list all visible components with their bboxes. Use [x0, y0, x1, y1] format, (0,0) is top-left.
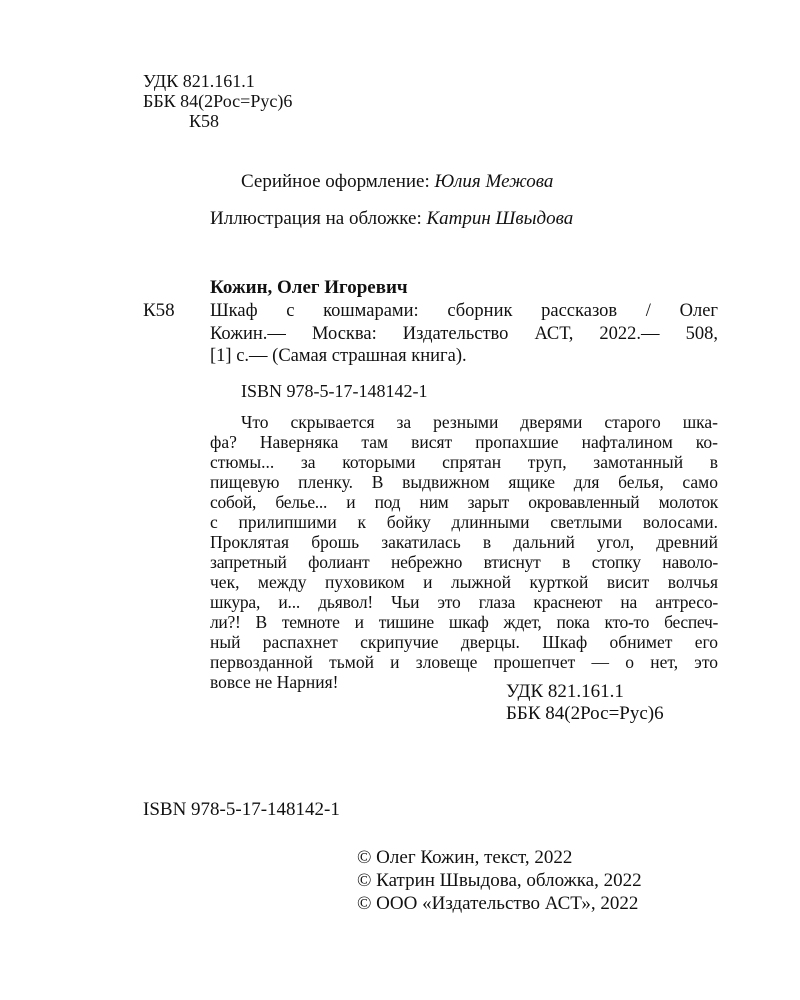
annotation	[210, 412, 718, 692]
annotation-line: фа? Наверняка там висят пропахшие нафталином ко-	[210, 432, 718, 452]
footer-bbk-code: ББК 84(2Рос=Рус)6	[506, 703, 664, 724]
catalog-author-mark: К58	[143, 300, 175, 321]
udk-code: УДК 821.161.1	[143, 71, 255, 91]
annotation-line: шкура, и... дьявол! Чьи это глаза краснеют на антресо-	[210, 592, 718, 612]
series-design-label: Серийное оформление:	[241, 171, 430, 192]
bbk-code: ББК 84(2Рос=Рус)6	[143, 91, 293, 111]
cover-illustration-label: Иллюстрация на обложке:	[210, 208, 422, 229]
author-mark: К58	[189, 111, 220, 131]
annotation-line: чек, между пуховиком и лыжной курткой висит волчья	[210, 572, 718, 592]
header-codes	[143, 71, 292, 131]
series-design-name: Юлия Межова	[434, 171, 554, 192]
catalog-description-line: Кожин.— Москва: Издательство АСТ, 2022.— 508,	[210, 323, 718, 344]
catalog-author: Кожин, Олег Игоревич	[210, 277, 408, 298]
catalog-description-line: [1] с.— (Самая страшная книга).	[210, 346, 467, 366]
catalog-description	[210, 300, 718, 368]
cover-illustration-name: Катрин Швыдова	[426, 208, 574, 229]
annotation-line: вовсе не Нарния!	[210, 672, 339, 692]
annotation-line: запретный фолиант небрежно втиснут в стопку наволо-	[210, 552, 718, 572]
copyright-line: © Катрин Швыдова, обложка, 2022	[357, 870, 642, 891]
annotation-line: ли?! В темноте и тишине шкаф ждет, пока кто-то беспеч-	[210, 612, 718, 632]
catalog-isbn: ISBN 978-5-17-148142-1	[241, 381, 428, 401]
cover-illustration-credit	[210, 208, 573, 230]
annotation-line: Проклятая брошь закатилась в дальний угол, древний	[210, 532, 718, 552]
copyright-line: © ООО «Издательство АСТ», 2022	[357, 893, 639, 914]
annotation-line: стюмы... за которыми спрятан труп, замотанный в	[210, 452, 718, 472]
annotation-line: собой, белье... и под ним зарыт окровавленный молоток	[210, 492, 718, 512]
annotation-line: пищевую пленку. В выдвижном ящике для белья, само	[210, 472, 718, 492]
catalog-description-line: Шкаф с кошмарами: сборник рассказов / Олег	[210, 301, 718, 321]
annotation-line: с прилипшими к бойку длинными светлыми волосами.	[210, 512, 718, 532]
annotation-line: Что скрывается за резными дверями старого шка-	[241, 412, 718, 432]
annotation-line: первозданной тьмой и зловеще прошепчет — о нет, это	[210, 652, 718, 672]
bottom-isbn: ISBN 978-5-17-148142-1	[143, 799, 340, 820]
footer-codes	[506, 681, 664, 725]
copyright-line: © Олег Кожин, текст, 2022	[357, 847, 573, 868]
series-design-credit	[241, 171, 553, 193]
annotation-line: ный распахнет скрипучие дверцы. Шкаф обнимет его	[210, 632, 718, 652]
copyrights	[357, 846, 642, 915]
footer-udk-code: УДК 821.161.1	[506, 681, 624, 702]
